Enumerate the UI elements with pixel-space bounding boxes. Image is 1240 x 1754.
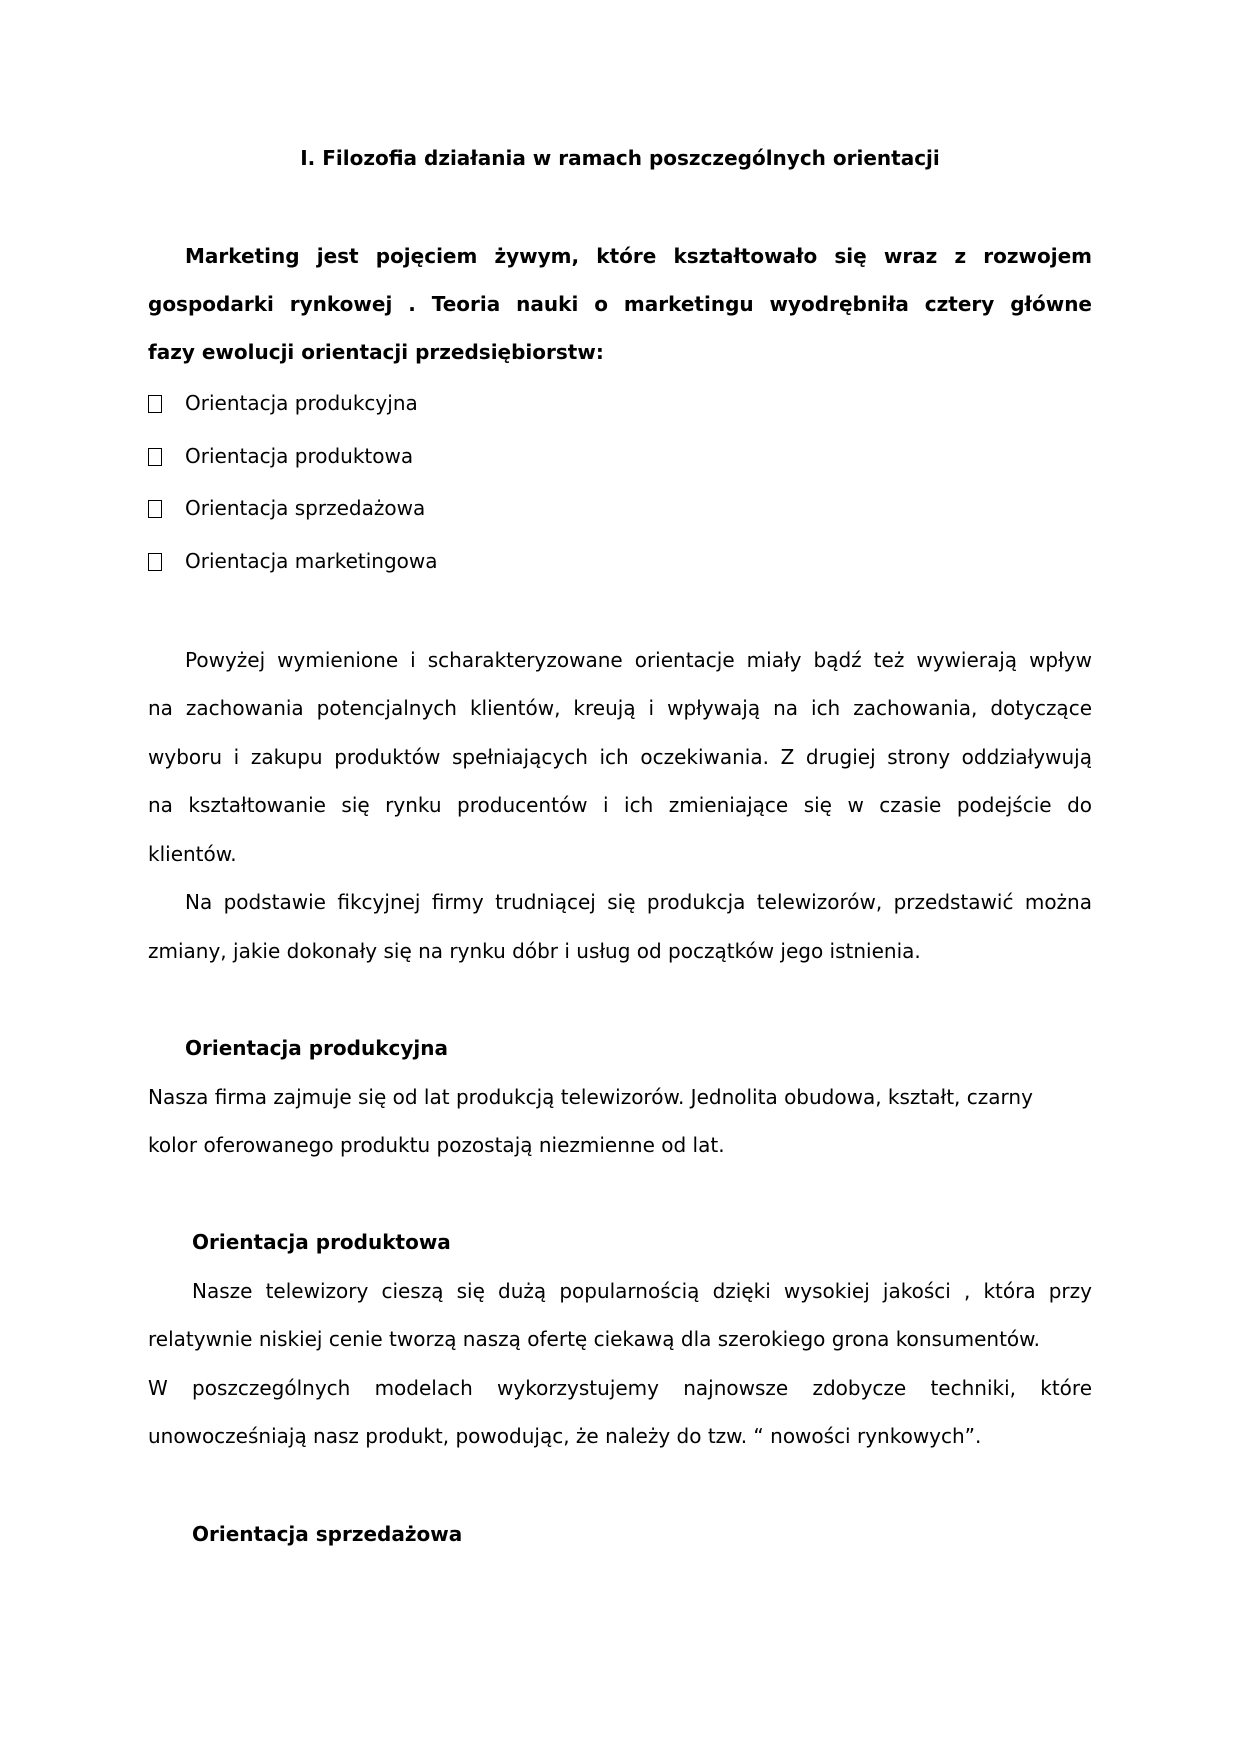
- bullet-marker-icon: [148, 448, 162, 466]
- section-heading-produkcyjna: Orientacja produkcyjna: [185, 1036, 449, 1060]
- para2-line-1: Na podstawie fikcyjnej firmy trudniącej się produkcja telewizorów, przedstawić można: [185, 890, 1092, 914]
- bullet-item-produktowa: Orientacja produktowa: [185, 444, 414, 468]
- para1-line-5: klientów.: [148, 842, 237, 866]
- section-heading-sprzedazowa: Orientacja sprzedażowa: [192, 1522, 463, 1546]
- produktowa-line-2: relatywnie niskiej cenie tworzą naszą ofertę ciekawą dla szerokiego grona konsumentów.: [148, 1327, 1041, 1351]
- bullet-marker-icon: [148, 553, 162, 571]
- intro-line-3: fazy ewolucji orientacji przedsiębiorstw:: [148, 340, 604, 364]
- produkcyjna-line-1: Nasza firma zajmuje się od lat produkcją telewizorów. Jednolita obudowa, kształt, czarny: [148, 1085, 1033, 1109]
- produkcyjna-line-2: kolor oferowanego produktu pozostają niezmienne od lat.: [148, 1133, 725, 1157]
- produktowa-line-3: W poszczególnych modelach wykorzystujemy najnowsze zdobycze techniki, które: [148, 1376, 1092, 1400]
- document-title: I. Filozofia działania w ramach poszczególnych orientacji: [300, 146, 940, 170]
- produktowa-line-4: unowocześniają nasz produkt, powodując, że należy do tzw. “ nowości rynkowych”.: [148, 1424, 982, 1448]
- para1-line-2: na zachowania potencjalnych klientów, kreują i wpływają na ich zachowania, dotyczące: [148, 696, 1092, 720]
- para1-line-4: na kształtowanie się rynku producentów i ich zmieniające się w czasie podejście do: [148, 793, 1092, 817]
- para2-line-2: zmiany, jakie dokonały się na rynku dóbr i usług od początków jego istnienia.: [148, 939, 921, 963]
- produktowa-line-1: Nasze telewizory cieszą się dużą popularnością dzięki wysokiej jakości , która przy: [192, 1279, 1092, 1303]
- bullet-item-marketingowa: Orientacja marketingowa: [185, 549, 438, 573]
- section-heading-produktowa: Orientacja produktowa: [192, 1230, 451, 1254]
- bullet-marker-icon: [148, 395, 162, 413]
- intro-line-2: gospodarki rynkowej . Teoria nauki o marketingu wyodrębniła cztery główne: [148, 292, 1092, 316]
- bullet-marker-icon: [148, 500, 162, 518]
- intro-line-1: Marketing jest pojęciem żywym, które kształtowało się wraz z rozwojem: [185, 244, 1092, 268]
- para1-line-3: wyboru i zakupu produktów spełniających ich oczekiwania. Z drugiej strony oddziaływują: [148, 745, 1092, 769]
- bullet-item-produkcyjna: Orientacja produkcyjna: [185, 391, 418, 415]
- para1-line-1: Powyżej wymienione i scharakteryzowane orientacje miały bądź też wywierają wpływ: [185, 648, 1092, 672]
- bullet-item-sprzedazowa: Orientacja sprzedażowa: [185, 496, 426, 520]
